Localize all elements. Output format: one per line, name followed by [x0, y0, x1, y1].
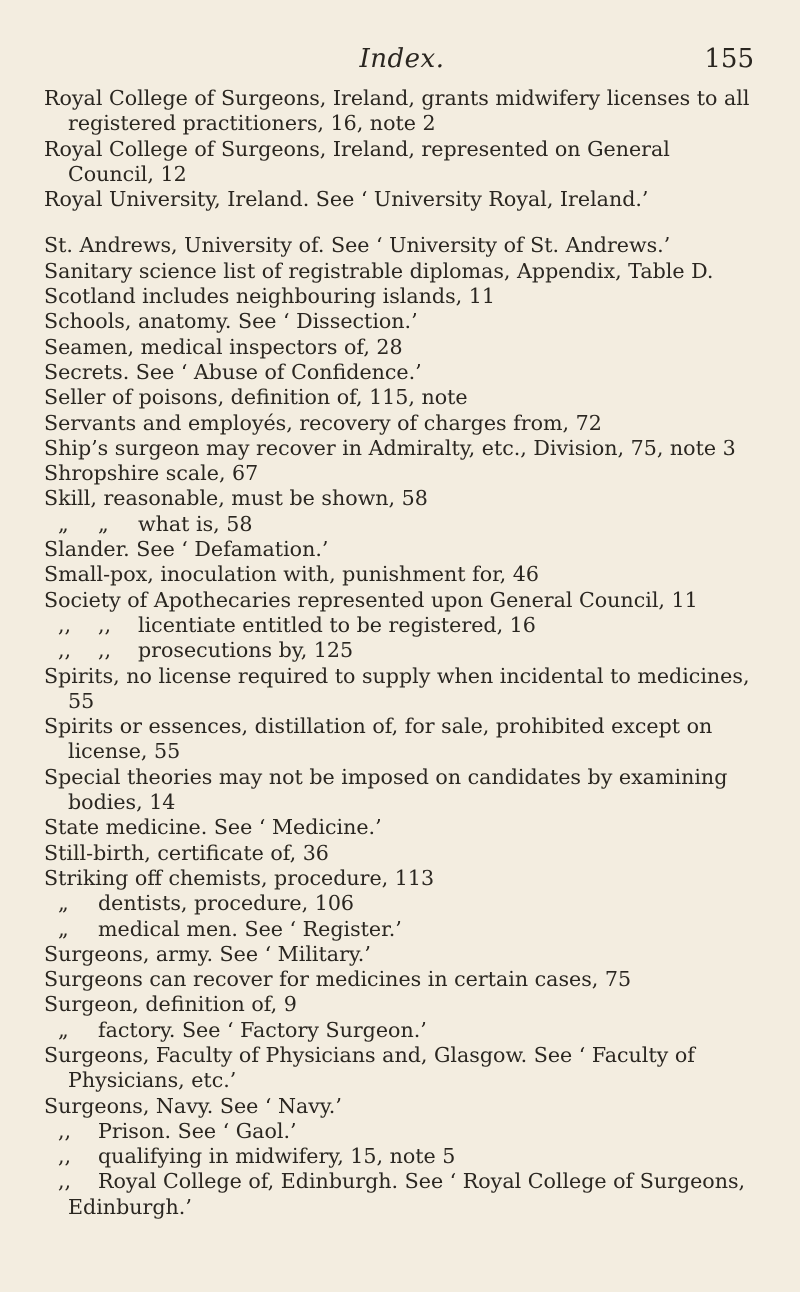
index-entry	[44, 411, 760, 436]
index-entry	[44, 562, 760, 587]
index-entry	[44, 360, 760, 385]
ditto-mark: „	[58, 511, 69, 536]
index-entry	[44, 992, 760, 1017]
index-entry	[44, 613, 760, 638]
entry-text: Surgeons, Navy. See ‘ Navy.’	[44, 1093, 342, 1118]
entry-text: factory. See ‘ Factory Surgeon.’	[98, 1017, 427, 1042]
index-entry	[44, 714, 760, 765]
entry-text: what is, 58	[138, 511, 253, 536]
index-entry	[44, 1119, 760, 1144]
entry-text: Spirits or essences, distillation of, for sale, prohibited except on license, 55	[44, 714, 713, 764]
ditto-mark: „	[58, 891, 69, 916]
index-entry	[44, 1169, 760, 1220]
index-entry	[44, 967, 760, 992]
ditto-mark: „	[58, 916, 69, 941]
entry-text: State medicine. See ‘ Medicine.’	[44, 815, 382, 840]
entry-text: Schools, anatomy. See ‘ Dissection.’	[44, 309, 418, 334]
index-entry	[44, 891, 760, 916]
ditto-mark: ,,	[58, 1169, 72, 1194]
index-entry	[44, 1144, 760, 1169]
ditto-mark: ,,	[58, 638, 72, 663]
entry-text: Secrets. See ‘ Abuse of Confidence.’	[44, 359, 422, 384]
entry-text: dentists, procedure, 106	[98, 891, 355, 916]
entry-text: Royal College of Surgeons, Ireland, represented on General Council, 12	[44, 136, 670, 186]
entry-text: Society of Apothecaries represented upon General Council, 11	[44, 587, 698, 612]
entry-text: Striking off chemists, procedure, 113	[44, 865, 435, 890]
page-header	[44, 0, 760, 86]
ditto-mark: ,,	[58, 612, 72, 637]
entry-text: Small-pox, inoculation with, punishment for, 46	[44, 562, 539, 587]
index-entry	[44, 259, 760, 284]
index-entry	[44, 664, 760, 715]
index-entries	[44, 86, 760, 1220]
entry-text: Royal University, Ireland. See ‘ University Royal, Ireland.’	[44, 187, 649, 212]
index-entry	[44, 942, 760, 967]
entry-text: Seller of poisons, definition of, 115, note	[44, 385, 468, 410]
index-entry	[44, 284, 760, 309]
entry-text: Still-birth, certificate of, 36	[44, 840, 329, 865]
index-entry	[44, 86, 760, 137]
entry-text: Shropshire scale, 67	[44, 461, 259, 486]
index-entry	[44, 841, 760, 866]
index-entry	[44, 815, 760, 840]
ditto-mark: ,,	[58, 1144, 72, 1169]
index-entry	[44, 588, 760, 613]
index-entry	[44, 866, 760, 891]
entry-text: Slander. See ‘ Defamation.’	[44, 537, 329, 562]
index-entry	[44, 309, 760, 334]
entry-text: Skill, reasonable, must be shown, 58	[44, 486, 428, 511]
index-entry	[44, 512, 760, 537]
ditto-mark: „	[98, 511, 109, 536]
index-entry	[44, 436, 760, 461]
index-entry	[44, 1094, 760, 1119]
index-entry	[44, 486, 760, 511]
entry-text: St. Andrews, University of. See ‘ University of St. Andrews.’	[44, 233, 671, 258]
entry-text: Seamen, medical inspectors of, 28	[44, 334, 403, 359]
entry-text: Ship’s surgeon may recover in Admiralty, etc., Division, 75, note 3	[44, 435, 736, 460]
entry-text: prosecutions by, 125	[138, 638, 354, 663]
entry-text: Surgeon, definition of, 9	[44, 992, 297, 1017]
ditto-mark: ,,	[98, 638, 112, 663]
entry-text: Surgeons can recover for medicines in certain cases, 75	[44, 967, 632, 992]
entry-text: Surgeons, army. See ‘ Military.’	[44, 941, 371, 966]
entry-text: Spirits, no license required to supply when incidental to medicines, 55	[44, 663, 750, 713]
index-entry	[44, 638, 760, 663]
index-entry	[44, 335, 760, 360]
running-title: Index.	[359, 44, 445, 74]
entry-text: Special theories may not be imposed on candidates by examining bodies, 14	[44, 764, 728, 815]
index-entry	[44, 917, 760, 942]
entry-text: Royal College of Surgeons, Ireland, grants midwifery licenses to all registered practitioners, 16, note 2	[44, 86, 750, 136]
index-entry	[44, 1018, 760, 1043]
ditto-mark: „	[58, 1017, 69, 1042]
entry-text: Surgeons, Faculty of Physicians and, Glasgow. See ‘ Faculty of Physicians, etc.’	[44, 1042, 695, 1093]
entry-text: Sanitary science list of registrable diplomas, Appendix, Table D.	[44, 258, 714, 283]
index-entry	[44, 385, 760, 410]
entry-text: Servants and employés, recovery of charges from, 72	[44, 410, 602, 435]
entry-text: Royal College of, Edinburgh. See ‘ Royal College of Surgeons, Edinburgh.’	[68, 1169, 746, 1219]
entry-text: Scotland includes neighbouring islands, 11	[44, 284, 495, 309]
entry-text: licentiate entitled to be registered, 16	[138, 612, 536, 637]
index-entry	[44, 1043, 760, 1094]
index-entry	[44, 233, 760, 258]
entry-text: Prison. See ‘ Gaol.’	[98, 1118, 297, 1143]
index-entry	[44, 461, 760, 486]
ditto-mark: ,,	[98, 612, 112, 637]
entry-text: qualifying in midwifery, 15, note 5	[98, 1144, 456, 1169]
index-entry	[44, 765, 760, 816]
index-entry	[44, 187, 760, 212]
index-entry	[44, 537, 760, 562]
ditto-mark: ,,	[58, 1118, 72, 1143]
index-entry	[44, 137, 760, 188]
entry-text: medical men. See ‘ Register.’	[98, 916, 402, 941]
page-number: 155	[704, 44, 754, 74]
